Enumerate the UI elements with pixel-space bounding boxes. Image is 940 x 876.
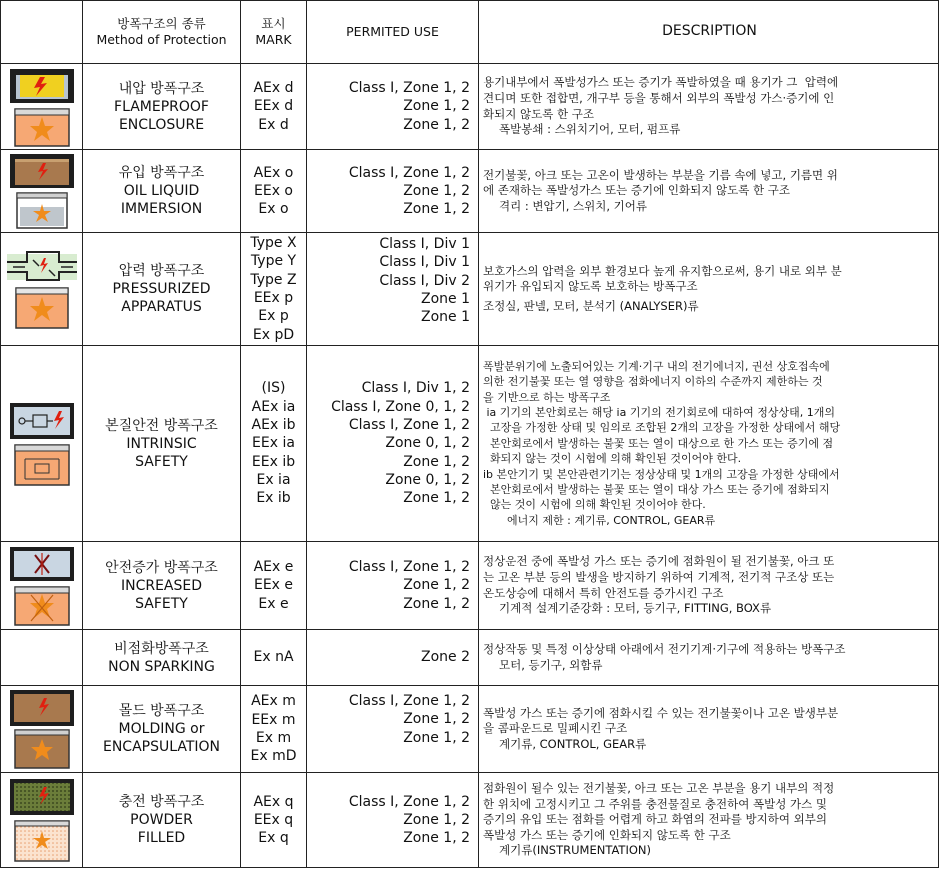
use-cell [307,686,479,773]
table-row [1,542,939,630]
use-item: Zone 2 [421,649,470,666]
use-cell [307,773,479,868]
use-item: Zone 1 [421,309,470,326]
use-item: Zone 1, 2 [403,595,470,612]
use-item: Zone 0, 1, 2 [385,471,470,488]
method-name-en: PRESSURIZED [112,281,211,297]
use-item: Zone 1, 2 [403,711,470,728]
use-item: Class I, Div 1 [379,254,470,271]
mark-item: EEx m [251,711,296,728]
mark-item: EEx p [253,290,294,306]
description-examples: 조정실, 판넬, 모터, 분석기 (ANALYSER)류 [483,298,699,313]
oil-top-icon [10,154,74,188]
header-mark-en: MARK [255,32,292,47]
table-row [1,686,939,773]
header-icon-cell [1,1,83,64]
use-item: Class I, Zone 1, 2 [348,793,470,810]
use-item: Zone 1, 2 [403,811,470,828]
header-use: PERMITED USE [307,1,479,64]
mark-cell [241,686,307,773]
use-item: Class I, Div 2 [379,272,470,289]
pressurized-icons [5,248,79,330]
method-name-ko: 본질안전 방폭구조 [105,417,218,434]
description-line: 증기의 유입 또는 점화를 어렵게 하고 화염의 전파를 방지하여 외부의 [483,812,827,827]
method-name-en-2: FILLED [137,830,186,846]
method-cell [83,773,241,868]
mark-item: EEx q [253,811,294,828]
method-name-en-2: APPARATUS [121,299,202,315]
description-line: 견디며 또한 접합면, 개구부 등을 통해서 외부의 폭발성 가스·증기에 인 [483,90,835,105]
description-line: 않는 것이 시험에 의해 확인된 것이어야 한다. [483,498,706,512]
use-item: Zone 1, 2 [403,490,470,507]
description-examples: 격리 : 변압기, 스위치, 기어류 [499,198,648,213]
mark-cell [241,150,307,233]
flameproof-top-icon [10,69,74,103]
mark-item: Type Z [250,271,297,288]
table-row [1,346,939,542]
description-cell [479,630,939,686]
intrinsic-bottom-icon [15,445,69,485]
header-method-en: Method of Protection [96,32,227,47]
method-name-en-2: IMMERSION [120,201,203,217]
mark-item: EEx ib [251,453,296,470]
use-item: Zone 1, 2 [403,201,470,218]
mark-item: Ex p [258,308,289,325]
method-cell [83,686,241,773]
use-item: Zone 0, 1, 2 [385,435,470,452]
mark-item: Ex nA [253,649,294,666]
description-examples: 계기류, CONTROL, GEAR류 [499,736,647,751]
mark-cell [241,233,307,346]
use-item: Zone 1, 2 [403,453,470,470]
use-item: Zone 1, 2 [403,182,470,199]
header-mark-ko: 표시 [261,16,286,31]
description-line: 폭발성 가스 또는 증기에 점화시킬 수 있는 전기불꽃이나 고온 발생부분 [483,705,839,720]
use-cell [307,150,479,233]
description-line: 본안회로에서 발생하는 불꽃 또는 열이 대상 가스 또는 증기에 점화되지 [483,483,830,497]
header-description: DESCRIPTION [479,1,939,64]
mark-cell [241,346,307,542]
description-line: 에 존재하는 폭발성가스 또는 증기에 인화되지 않도록 한 구조 [483,183,790,198]
description-line: 폭발성 가스 또는 증기에 인화되지 않도록 한 구조 [483,827,731,842]
use-item: Zone 1, 2 [403,729,470,746]
method-cell [83,233,241,346]
icon-cell [1,150,83,233]
mark-item: Ex ib [256,490,291,507]
oil-bottom-icon [17,193,67,228]
use-item: Class I, Zone 1, 2 [348,693,470,709]
icon-cell [1,773,83,868]
table-row [1,630,939,686]
icon-cell [1,686,83,773]
icon-cell [1,630,83,686]
method-name-en: OIL LIQUID [123,183,200,199]
method-name-en: FLAMEPROOF [114,98,209,115]
method-name-ko: 충전 방폭구조 [118,794,205,810]
method-cell [83,64,241,150]
description-line: 용기내부에서 폭발성가스 또는 증기가 폭발하였을 때 용기가 그 압력에 [483,75,839,90]
method-name-en-2: SAFETY [135,453,188,470]
mark-item: Ex mD [250,748,297,765]
use-item: Zone 1 [421,290,470,307]
increased-icons [7,545,77,627]
method-name-ko: 내압 방폭구조 [118,80,205,97]
mark-item: AEx ia [251,398,296,415]
use-cell [307,346,479,542]
method-cell [83,542,241,630]
description-line: 점화원이 될수 있는 전기불꽃, 아크 또는 고온 부분을 용기 내부의 적정 [483,781,835,796]
description-line: 화되지 않는 것이 시험에 의해 확인된 것이어야 한다. [483,452,742,466]
description-cell [479,346,939,542]
table-row [1,773,939,868]
mark-cell [241,773,307,868]
pressurized-bottom-icon [16,288,68,328]
description-line: 정상운전 중에 폭발성 가스 또는 증기에 점화원이 될 전기불꽃, 아크 또 [483,554,835,569]
description-cell [479,150,939,233]
table-row [1,233,939,346]
table-row [1,150,939,233]
use-item: Class I, Div 1 [379,236,470,252]
mark-item: AEx m [251,693,296,710]
description-line: 을 콤파운드로 밀폐시킨 구조 [483,721,628,736]
use-item: Class I, Zone 1, 2 [348,80,470,97]
molding-bottom-icon [15,730,69,768]
description-line: 정상작동 및 특정 이상상태 아래에서 전기기계·기구에 적용하는 방폭구조 [483,641,846,656]
description-line: 보호가스의 압력을 외부 환경보다 높게 유지함으로써, 용기 내로 외부 분 [483,263,842,278]
method-name-en-2: ENCLOSURE [118,116,205,133]
mark-item: AEx e [253,559,294,576]
header-mark [241,1,307,64]
method-cell [83,150,241,233]
description-examples: 기계적 설계기준강화 : 모터, 등기구, FITTING, BOX류 [499,601,772,616]
header-method-ko: 방폭구조의 종류 [117,16,206,31]
powder-icons [7,777,77,863]
mark-item: AEx o [253,164,294,181]
icon-cell [1,64,83,150]
description-line: 을 기반으로 하는 방폭구조 [483,390,611,404]
mark-cell [241,630,307,686]
description-examples: 에너지 제한 : 계기류, CONTROL, GEAR류 [507,513,716,527]
powder-bottom-icon [15,821,69,861]
description-cell [479,542,939,630]
description-examples: 모터, 등기구, 외함류 [499,657,603,672]
description-line: 전기불꽃, 아크 또는 고온이 발생하는 부분을 기름 속에 넣고, 기름면 위 [483,167,838,182]
description-cell [479,773,939,868]
mark-item: AEx ib [251,417,296,434]
description-examples: 폭발봉쇄 : 스위치기어, 모터, 펌프류 [499,122,681,137]
description-line: 온도상승에 대해서 특히 안전도를 증가시킨 구조 [483,585,724,600]
mark-item: EEx e [253,577,294,594]
flameproof-icons [7,67,77,147]
use-item: Class I, Zone 1, 2 [348,164,470,181]
icon-cell [1,233,83,346]
description-cell [479,64,939,150]
description-line: 폭발분위기에 노출되어있는 기계·기구 내의 전기에너지, 권선 상호접속에 [483,359,830,373]
use-item: Zone 1, 2 [403,577,470,594]
mark-item: Ex d [258,116,289,133]
mark-item: Ex q [258,830,289,847]
increased-top-icon [10,547,74,581]
method-name-en: NON SPARKING [108,658,215,675]
header-row [1,1,939,64]
pressurized-top-icon [7,252,77,280]
method-name-en: INTRINSIC [126,435,197,452]
mark-item: EEx ia [252,435,295,452]
mark-item: (IS) [261,380,286,397]
increased-bottom-icon [15,587,69,625]
method-name-en: POWDER [130,812,193,828]
description-line: 한 위치에 고정시키고 그 주위를 충전물질로 충전하여 폭발성 가스 및 [483,796,827,811]
method-name-ko: 비점화방폭구조 [114,640,209,657]
icon-cell [1,542,83,630]
description-line: 의한 전기불꽃 또는 열 영향을 점화에너지 이하의 수준까지 제한하는 것 [483,375,823,389]
mark-item: Ex o [258,201,289,218]
mark-item: EEx o [254,182,293,199]
method-name-ko: 몰드 방폭구조 [118,703,205,719]
use-cell [307,233,479,346]
use-item: Class I, Zone 1, 2 [348,417,470,434]
mark-item: AEx q [253,793,294,810]
powder-top-icon [10,779,74,815]
mark-item: EEx d [253,98,294,115]
description-line: ib 본안기기 및 본안관련기기는 정상상태 및 1개의 고장을 가정한 상태에서 [483,467,840,481]
mark-item: Type X [250,235,297,252]
description-examples: 계기류(INSTRUMENTATION) [499,843,651,858]
use-item: Class I, Zone 0, 1, 2 [331,398,470,415]
mark-cell [241,64,307,150]
header-method [83,1,241,64]
description-line: 고장을 가정한 상태 및 임의로 조합된 2개의 고장을 가정한 상태에서 해당 [483,421,841,435]
method-name-en-2: ENCAPSULATION [102,739,221,755]
description-line: 화되지 않도록 한 구조 [483,106,594,121]
mark-cell [241,542,307,630]
method-name-en-2: SAFETY [135,595,188,612]
use-item: Class I, Zone 1, 2 [348,559,470,576]
description-cell [479,686,939,773]
description-line: 본안회로에서 발생하는 불꽃 또는 열이 대상으로 한 가스 또는 증기에 점 [483,436,834,450]
mark-item: Ex m [255,730,292,746]
method-name-ko: 안전증가 방폭구조 [105,559,218,576]
method-name-en: INCREASED [120,577,203,594]
use-item: Zone 1, 2 [403,116,470,133]
mark-item: Type Y [250,253,297,270]
molding-icons [7,688,77,770]
molding-top-icon [10,690,74,726]
use-item: Zone 1, 2 [403,98,470,115]
flameproof-bottom-icon [15,109,69,146]
description-line: 는 고온 부분 등의 발생을 방지하기 위하여 기계적, 전기적 구조상 또는 [483,569,835,584]
method-name-ko: 유입 방폭구조 [118,165,205,181]
mark-item: Ex pD [252,326,295,343]
description-line: 위기가 유입되지 않도록 보호하는 방폭구조 [483,279,698,294]
mark-item: Ex ia [256,471,291,488]
description-line: ia 기기의 본안회로는 해당 ia 기기의 전기회로에 대하여 정상상태, 1개의 [483,405,835,419]
intrinsic-top-icon [10,403,74,439]
method-name-en: MOLDING or [118,721,205,737]
use-item: Zone 1, 2 [403,830,470,847]
mark-item: Ex e [258,595,289,612]
use-cell [307,64,479,150]
use-cell [307,542,479,630]
description-cell [479,233,939,346]
method-cell [83,346,241,542]
use-item: Class I, Div 1, 2 [361,380,470,397]
mark-item: AEx d [253,80,294,97]
icon-cell [1,346,83,542]
method-cell [83,630,241,686]
use-cell [307,630,479,686]
oil-icons [7,152,77,230]
table-row [1,64,939,150]
method-name-ko: 압력 방폭구조 [118,263,205,279]
intrinsic-icons [7,401,77,487]
